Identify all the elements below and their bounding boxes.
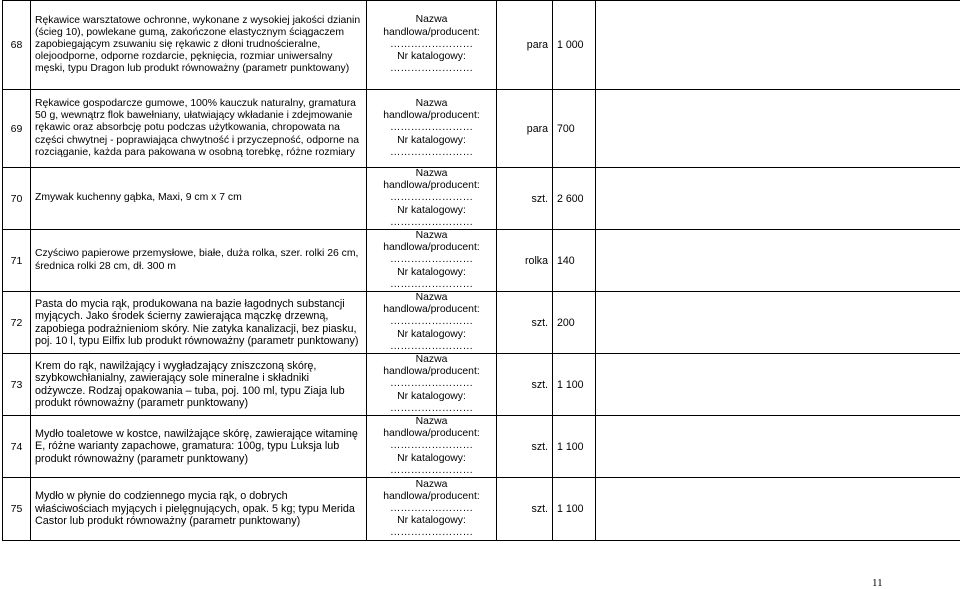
table-row [3,416,960,478]
row-number: 71 [3,230,31,292]
item-description: Mydło toaletowe w kostce, nawilżające skórę, zawierające witaminę E, różne warianty zapachowe, gramatura: 100g, typu Luksja lub produkt równoważny (parametr punktowany) [31,416,367,478]
trade-name-line1: Nazwa [415,230,448,242]
item-description: Czyściwo papierowe przemysłowe, białe, duża rolka, szer. rolki 26 cm, średnica rolki 28 cm, dł. 300 m [31,230,367,292]
empty-cell [596,292,960,354]
trade-name-line5: …………………… [389,527,474,539]
trade-name-line5: …………………… [389,402,474,414]
trade-name-line4: Nr katalogowy: [397,51,466,63]
trade-name-line3: …………………… [389,440,474,452]
unit-of-measure: szt. [497,416,553,478]
trade-name-field[interactable] [367,416,497,478]
unit-of-measure: szt. [497,354,553,416]
empty-cell [596,1,960,90]
trade-name-line1: Nazwa [415,478,448,490]
item-description: Krem do rąk, nawilżający i wygładzający zniszczoną skórę, szybkowchłanialny, zawierający sole mineralne i składniki odżywcze. Rodzaj opakowania – tuba, poj. 100 ml, typu Ziaja lub produkt równoważny (parametr punktowany) [31,354,367,416]
trade-name-line3: …………………… [389,122,474,134]
trade-name-field[interactable] [367,1,497,90]
trade-name-line4: Nr katalogowy: [397,515,466,527]
trade-name-line4: Nr katalogowy: [397,390,466,402]
row-number: 68 [3,1,31,90]
trade-name-field[interactable] [367,292,497,354]
trade-name-line1: Nazwa [415,354,448,366]
trade-name-line1: Nazwa [415,292,448,304]
item-description: Zmywak kuchenny gąbka, Maxi, 9 cm x 7 cm [31,168,367,230]
trade-name-line3: …………………… [389,316,474,328]
empty-cell [596,230,960,292]
item-description: Rękawice gospodarcze gumowe, 100% kauczuk naturalny, gramatura 50 g, wewnątrz flok bawełniany, ułatwiający wkładanie i zdejmowanie rękawic oraz absorbcję potu podczas użytkowania, chropowata na części chwytnej - poprawiająca chwytność i przyczepność, odporne na rozciąganie, każda para pakowana w osobną torebkę, różne rozmiary [31,90,367,168]
quantity: 700 [553,90,596,168]
row-number: 73 [3,354,31,416]
quantity: 1 100 [553,416,596,478]
quantity: 1 100 [553,478,596,541]
trade-name-field[interactable] [367,168,497,230]
table-row [3,478,960,541]
quantity: 1 100 [553,354,596,416]
item-description: Rękawice warsztatowe ochronne, wykonane z wysokiej jakości dzianin (ścieg 10), powlekane gumą, zakończone elastycznym ściągaczem zapobiegającym zsuwaniu się rękawic z dłoni trudnościeralne, olejoodporne, odporne rozdarcie, pęknięcia, rozmiar uniwersalny męski, typu Dragon lub produkt równoważny (parametr punktowany) [31,1,367,90]
quantity: 2 600 [553,168,596,230]
page-number: 11 [872,577,883,589]
trade-name-line3: …………………… [389,192,474,204]
trade-name-line3: …………………… [389,378,474,390]
trade-name-line4: Nr katalogowy: [397,452,466,464]
trade-name-line1: Nazwa [415,416,448,428]
trade-name-line2: handlowa/producent: [383,428,480,440]
trade-name-line4: Nr katalogowy: [397,266,466,278]
trade-name-line5: …………………… [389,278,474,290]
trade-name-line5: …………………… [389,464,474,476]
trade-name-line2: handlowa/producent: [383,110,480,122]
row-number: 69 [3,90,31,168]
trade-name-field[interactable] [367,354,497,416]
unit-of-measure: szt. [497,168,553,230]
row-number: 72 [3,292,31,354]
trade-name-line1: Nazwa [415,14,448,26]
trade-name-line5: …………………… [389,340,474,352]
trade-name-line2: handlowa/producent: [383,490,480,502]
trade-name-line3: …………………… [389,38,474,50]
trade-name-field[interactable] [367,90,497,168]
empty-cell [596,90,960,168]
trade-name-field[interactable] [367,478,497,541]
table-row [3,168,960,230]
quantity: 1 000 [553,1,596,90]
trade-name-line2: handlowa/producent: [383,180,480,192]
trade-name-line4: Nr katalogowy: [397,134,466,146]
item-description: Pasta do mycia rąk, produkowana na bazie łagodnych substancji myjących. Jako środek ścierny zawierająca mączkę drzewną, zapobiega podrażnieniom skóry. Nie zatyka kanalizacji, bez piasku, poj. 10 l, typu Eilfix lub produkt równoważny (parametr punktowany) [31,292,367,354]
quantity: 140 [553,230,596,292]
row-number: 70 [3,168,31,230]
empty-cell [596,416,960,478]
trade-name-line2: handlowa/producent: [383,26,480,38]
row-number: 75 [3,478,31,541]
trade-name-line2: handlowa/producent: [383,242,480,254]
table-row [3,354,960,416]
unit-of-measure: para [497,1,553,90]
table-row [3,90,960,168]
trade-name-line5: …………………… [389,63,474,75]
table-row [3,1,960,90]
trade-name-line4: Nr katalogowy: [397,328,466,340]
unit-of-measure: para [497,90,553,168]
table-row [3,230,960,292]
trade-name-line5: …………………… [389,146,474,158]
trade-name-line3: …………………… [389,502,474,514]
trade-name-line5: …………………… [389,216,474,228]
trade-name-field[interactable] [367,230,497,292]
unit-of-measure: rolka [497,230,553,292]
trade-name-line4: Nr katalogowy: [397,204,466,216]
item-description: Mydło w płynie do codziennego mycia rąk, o dobrych właściwościach myjących i pielęgnujących, opak. 5 kg; typu Merida Castor lub produkt równoważny (parametr punktowany) [31,478,367,541]
empty-cell [596,168,960,230]
quantity: 200 [553,292,596,354]
trade-name-line2: handlowa/producent: [383,366,480,378]
trade-name-line1: Nazwa [415,97,448,109]
product-table [2,0,960,541]
row-number: 74 [3,416,31,478]
unit-of-measure: szt. [497,478,553,541]
unit-of-measure: szt. [497,292,553,354]
trade-name-line1: Nazwa [415,168,448,179]
trade-name-line2: handlowa/producent: [383,304,480,316]
trade-name-line3: …………………… [389,254,474,266]
empty-cell [596,354,960,416]
table-row [3,292,960,354]
empty-cell [596,478,960,541]
